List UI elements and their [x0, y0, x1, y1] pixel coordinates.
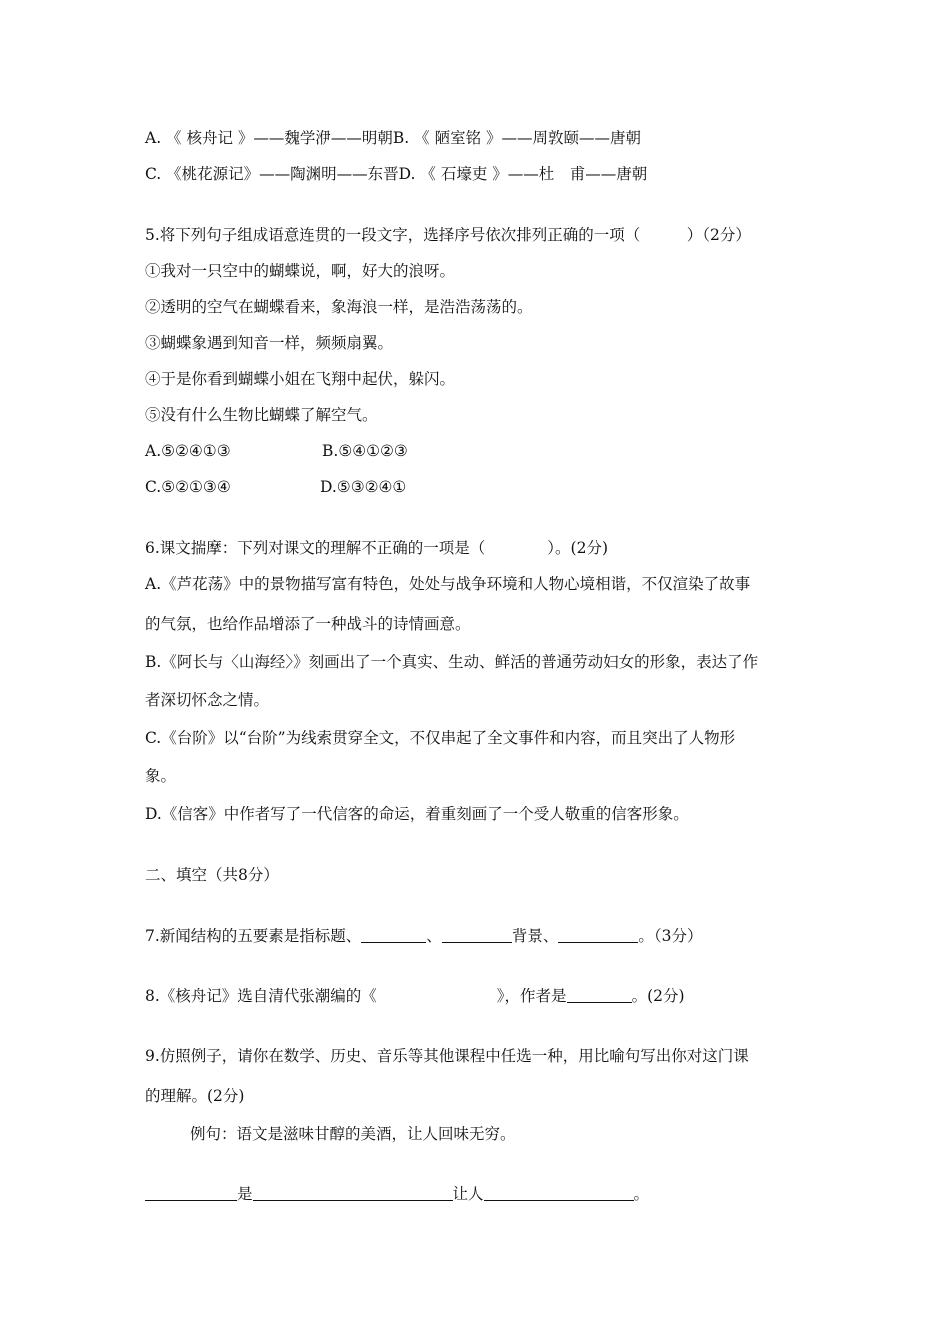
q4-option-a: A. 《 核舟记 》——魏学洢——明朝: [145, 129, 393, 147]
q5-option-a: A.⑤②④①③: [145, 442, 231, 460]
q9-example: 例句：语文是滋味甘醇的美酒，让人回味无穷。: [190, 1125, 516, 1143]
section-2-heading: 二、填空（共8分）: [145, 866, 279, 884]
q6-option-b-line-2: 者深切怀念之情。: [145, 691, 270, 709]
q6-option-a-line-1: A.《芦花荡》中的景物描写富有特色，处处与战争环境和人物心境相谐，不仅渲染了故事: [145, 575, 751, 593]
q6-stem: 6.课文揣摩：下列对课文的理解不正确的一项是（ ）。(2分): [145, 539, 608, 557]
q9-blank-subject[interactable]: [145, 1186, 237, 1201]
q5-sentence-5: ⑤没有什么生物比蝴蝶了解空气。: [145, 406, 378, 424]
q9-stem-line-2: 的理解。(2分): [145, 1087, 245, 1105]
q7-line: [145, 926, 702, 946]
q5-sentence-1: ①我对一只空中的蝴蝶说，啊，好大的浪呀。: [145, 262, 456, 280]
q9-answer-line: [145, 1184, 649, 1204]
q5-options-row-1: [145, 441, 408, 461]
q4-options-row-2: [145, 164, 647, 184]
q9-blank-metaphor[interactable]: [253, 1186, 453, 1201]
q8-text-2: 》，作者是: [496, 987, 567, 1005]
q8-blank-2[interactable]: [567, 988, 632, 1003]
q7-text-4: 。（3分）: [638, 927, 703, 945]
q9-text-end: 。: [633, 1185, 650, 1203]
q5-sentence-4: ④于是你看到蝴蝶小姐在飞翔中起伏，躲闪。: [145, 370, 456, 388]
q8-line: [145, 986, 685, 1006]
q6-option-c-line-2: 象。: [145, 767, 177, 785]
q5-option-d: D.⑤③②④①: [320, 478, 407, 496]
q5-stem: 5.将下列句子组成语意连贯的一段文字，选择序号依次排列正确的一项（ ）（2分）: [145, 226, 751, 244]
q7-blank-3[interactable]: [558, 928, 638, 943]
q8-text-1: 8.《核舟记》选自清代张潮编的《: [145, 987, 377, 1005]
q5-option-c: C.⑤②①③④: [145, 478, 231, 496]
q7-text-3: 背景、: [511, 927, 559, 945]
q7-blank-1[interactable]: [361, 928, 426, 943]
q5-sentence-3: ③蝴蝶象遇到知音一样，频频扇翼。: [145, 334, 394, 352]
q7-blank-2[interactable]: [442, 928, 512, 943]
q9-text-is: 是: [237, 1185, 253, 1203]
q7-text-2: 、: [426, 927, 442, 945]
q5-option-b: B.⑤④①②③: [322, 442, 408, 460]
q9-stem-line-1: 9.仿照例子，请你在数学、历史、音乐等其他课程中任选一种，用比喻句写出你对这门课: [145, 1047, 749, 1065]
q4-option-d: D. 《 石壕吏 》——杜 甫——唐朝: [398, 165, 648, 183]
q6-option-b-line-1: B.《阿长与〈山海经〉》刻画出了一个真实、生动、鲜活的普通劳动妇女的形象，表达了作: [145, 653, 759, 671]
q9-blank-effect[interactable]: [484, 1186, 634, 1201]
q5-sentence-2: ②透明的空气在蝴蝶看来，象海浪一样，是浩浩荡荡的。: [145, 298, 533, 316]
q4-option-b: B. 《 陋室铭 》——周敦颐——唐朝: [392, 129, 642, 147]
q5-options-row-2: [145, 477, 406, 497]
q6-option-d-line-1: D.《信客》中作者写了一代信客的命运，着重刻画了一个受人敬重的信客形象。: [145, 805, 689, 823]
q4-option-c: C. 《桃花源记》——陶渊明——东晋: [145, 165, 399, 183]
q4-options-row-1: [145, 128, 641, 148]
q6-option-c-line-1: C.《台阶》以“台阶”为线索贯穿全文，不仅串起了全文事件和内容，而且突出了人物形: [145, 729, 736, 747]
q8-text-3: 。(2分): [631, 987, 685, 1005]
q6-option-a-line-2: 的气氛，也给作品增添了一种战斗的诗情画意。: [145, 615, 471, 633]
q7-text-1: 7.新闻结构的五要素是指标题、: [145, 927, 362, 945]
q9-text-let: 让人: [452, 1185, 484, 1203]
